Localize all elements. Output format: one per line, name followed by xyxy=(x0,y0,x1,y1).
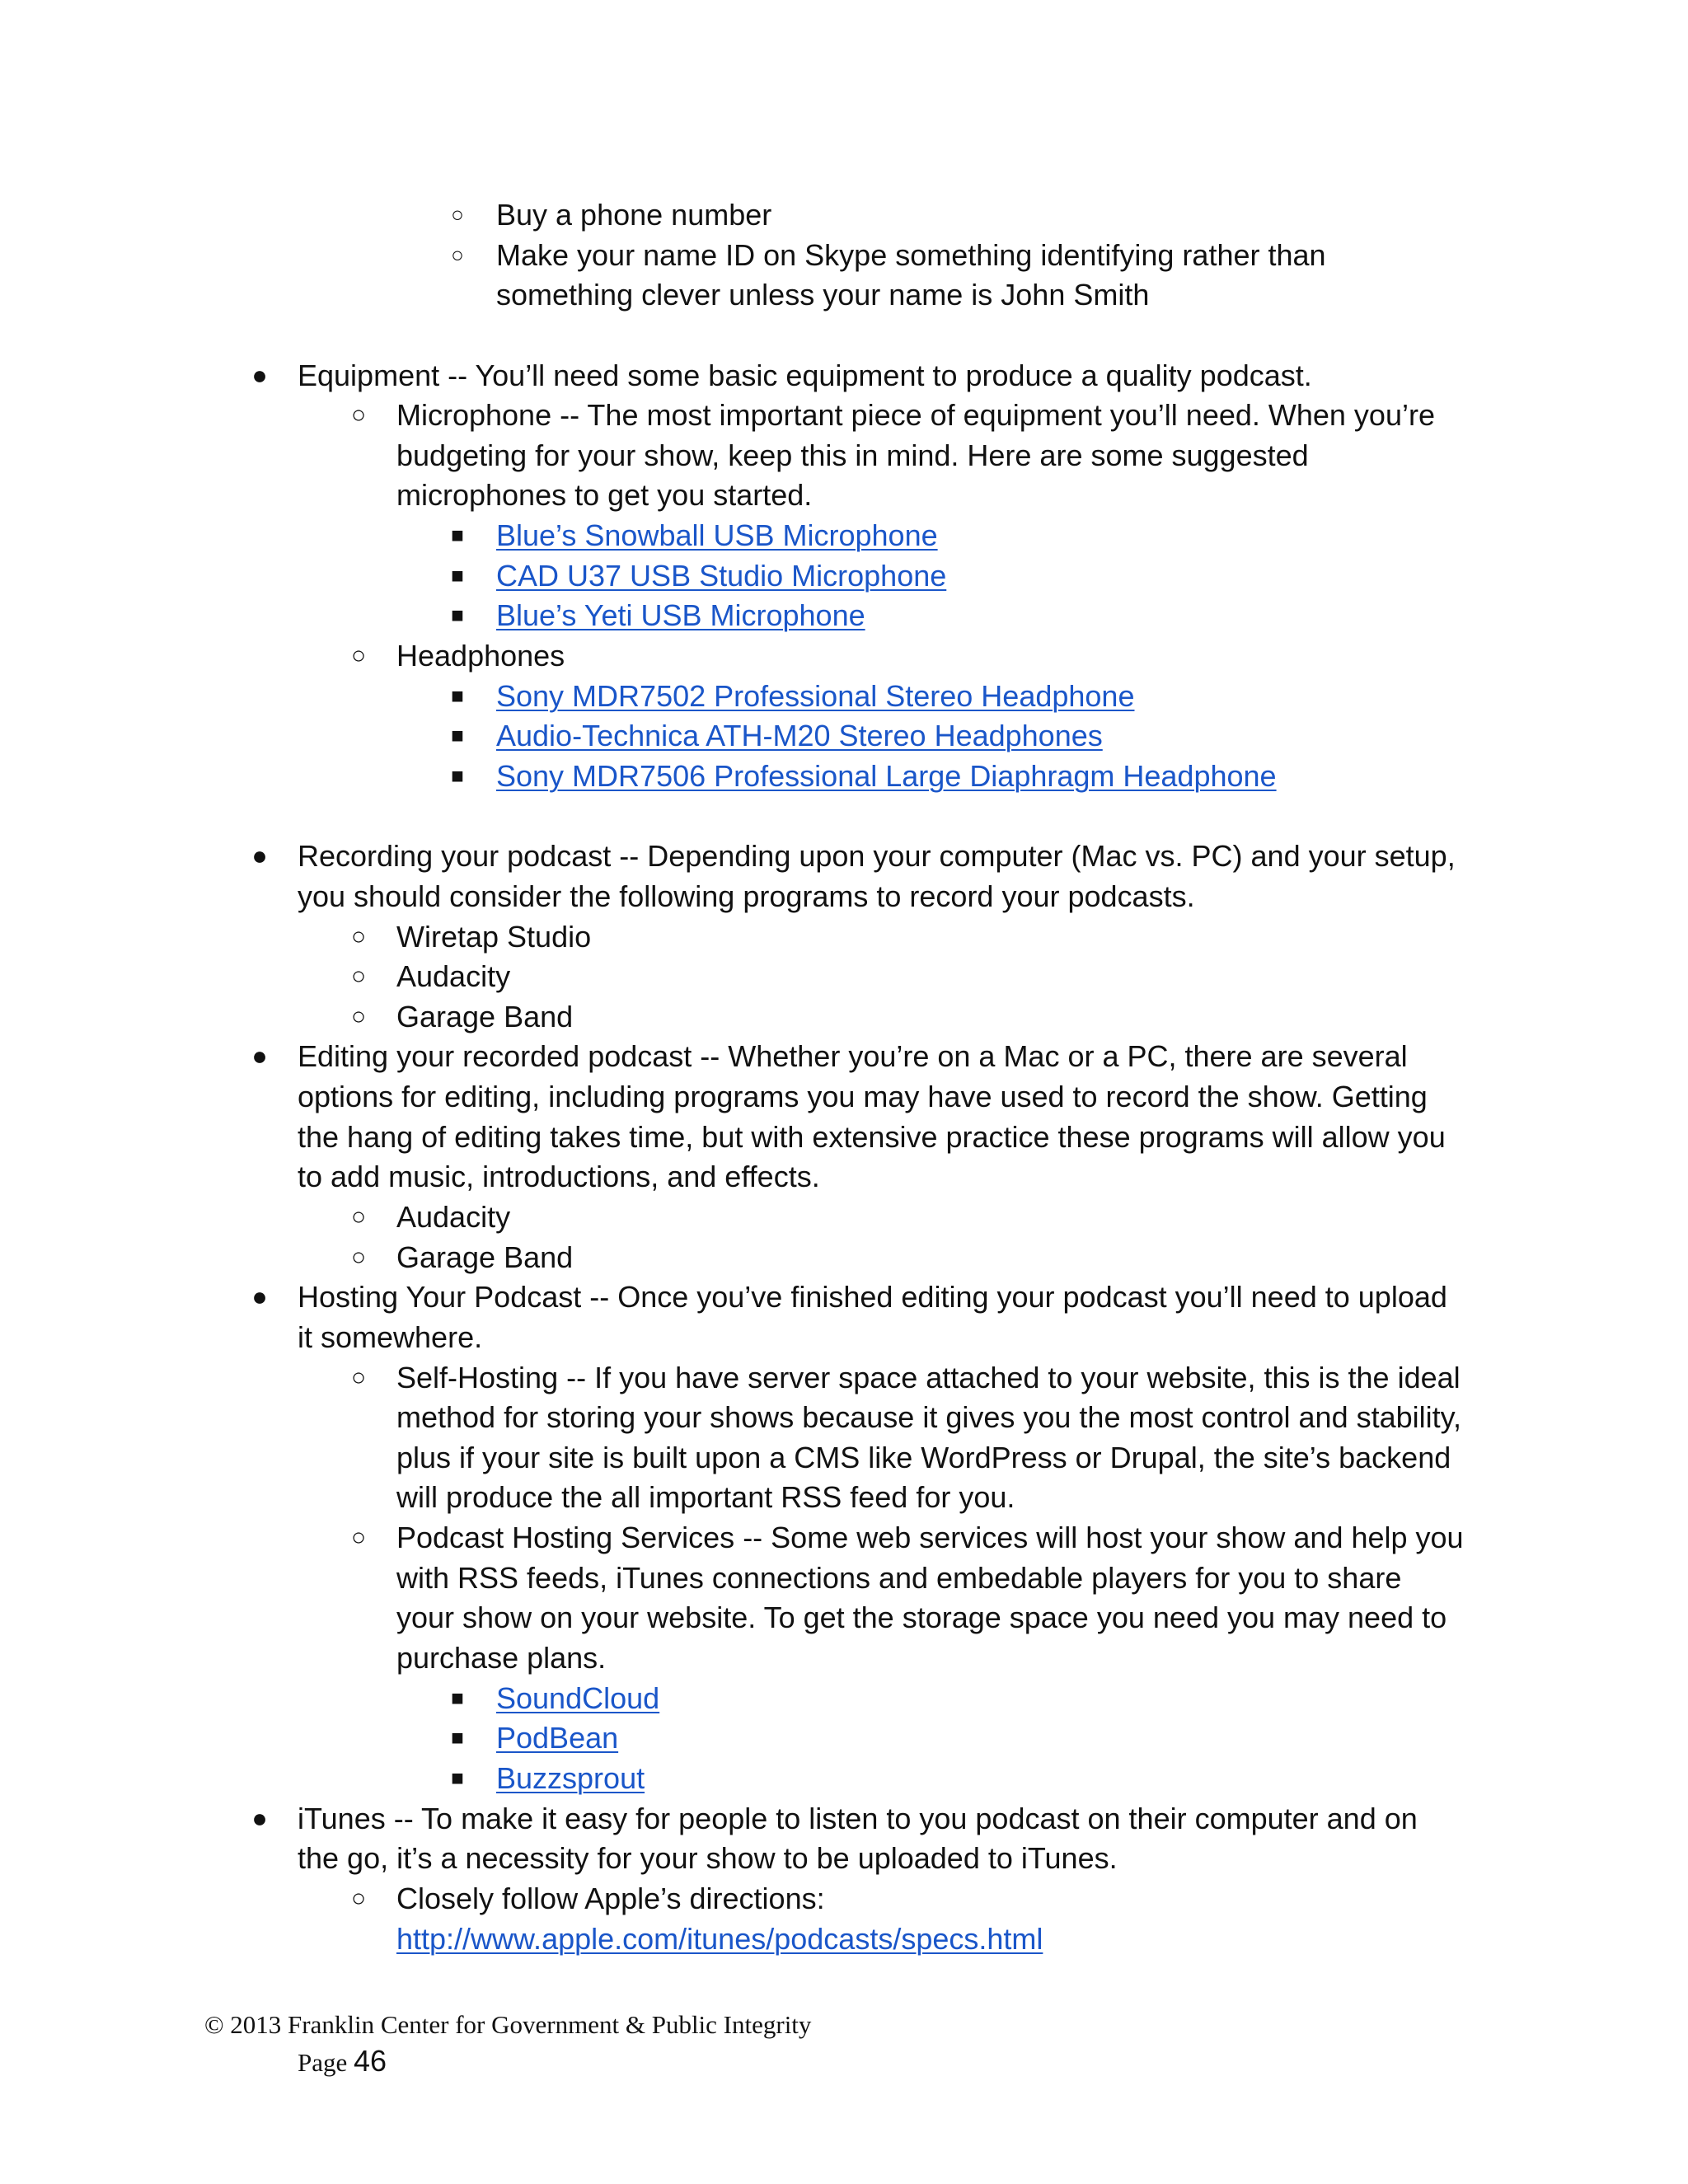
document-line xyxy=(0,1758,1688,1798)
hyperlink[interactable]: Blue’s Snowball USB Microphone xyxy=(496,518,938,553)
line-text: Garage Band xyxy=(396,1240,574,1274)
line-text: the hang of editing takes time, but with extensive practice these programs will allow you xyxy=(298,1119,1446,1154)
document-line xyxy=(0,1277,1688,1317)
document-line xyxy=(0,1437,1688,1478)
line-text: to add music, introductions, and effects. xyxy=(298,1160,820,1194)
line-text: it somewhere. xyxy=(298,1319,483,1354)
bullet-square-icon: ■ xyxy=(451,523,464,548)
document-line xyxy=(0,1878,1688,1919)
bullet-circle-icon: ○ xyxy=(350,1243,367,1271)
bullet-disc-icon: ● xyxy=(251,1282,268,1312)
bullet-circle-icon: ○ xyxy=(451,241,464,267)
line-text: options for editing, including programs you may have used to record the show. Getting xyxy=(298,1080,1428,1114)
document-line xyxy=(0,1357,1688,1398)
document-line xyxy=(0,916,1688,957)
document-line xyxy=(0,1597,1688,1638)
hyperlink[interactable]: CAD U37 USB Studio Microphone xyxy=(496,558,947,593)
line-text: Microphone -- The most important piece of equipment you’ll need. When you’re xyxy=(396,398,1435,433)
document-line xyxy=(0,1156,1688,1197)
line-text: your show on your website. To get the storage space you need you may need to xyxy=(396,1601,1447,1635)
document-line xyxy=(0,1197,1688,1237)
line-text: Wiretap Studio xyxy=(396,919,592,954)
bullet-square-icon: ■ xyxy=(451,602,464,628)
document-line xyxy=(0,595,1688,635)
line-text: budgeting for your show, keep this in mind. Here are some suggested xyxy=(396,438,1309,472)
document-line xyxy=(0,515,1688,555)
bullet-square-icon: ■ xyxy=(451,1685,464,1710)
document-line xyxy=(0,1317,1688,1357)
bullet-circle-icon: ○ xyxy=(350,642,367,670)
bullet-circle-icon: ○ xyxy=(350,1002,367,1030)
document-line xyxy=(0,1838,1688,1878)
bullet-circle-icon: ○ xyxy=(350,1203,367,1230)
line-text: Equipment -- You’ll need some basic equipment to produce a quality podcast. xyxy=(298,358,1312,392)
bullet-square-icon: ■ xyxy=(451,1765,464,1790)
line-text: iTunes -- To make it easy for people to listen to you podcast on their computer and on xyxy=(298,1801,1418,1835)
document-line xyxy=(0,555,1688,596)
line-text: Recording your podcast -- Depending upon your computer (Mac vs. PC) and your setup, xyxy=(298,839,1456,874)
document-line xyxy=(0,756,1688,796)
bullet-circle-icon: ○ xyxy=(451,202,464,227)
document-line xyxy=(0,1397,1688,1437)
page-number: 46 xyxy=(354,2044,387,2078)
line-text: Hosting Your Podcast -- Once you’ve finished editing your podcast you’ll need to upload xyxy=(298,1280,1447,1315)
line-text: something clever unless your name is John Smith xyxy=(496,278,1150,312)
document-line xyxy=(0,1036,1688,1076)
bullet-circle-icon: ○ xyxy=(350,1524,367,1552)
line-text: Audacity xyxy=(396,1200,511,1234)
document-line xyxy=(0,235,1688,275)
document-line xyxy=(0,676,1688,716)
document-line xyxy=(0,1517,1688,1558)
footer-copyright: © 2013 Franklin Center for Government & Public Integrity xyxy=(204,2010,812,2039)
document-line xyxy=(0,435,1688,476)
bullet-square-icon: ■ xyxy=(451,562,464,588)
bullet-disc-icon: ● xyxy=(251,841,268,871)
line-text: plus if your site is built upon a CMS like WordPress or Drupal, the site’s backend xyxy=(396,1440,1451,1474)
line-text: Self-Hosting -- If you have server space attached to your website, this is the ideal xyxy=(396,1360,1461,1394)
bullet-circle-icon: ○ xyxy=(350,1363,367,1391)
bullet-disc-icon: ● xyxy=(251,359,268,390)
document-line xyxy=(0,715,1688,756)
line-text: will produce the all important RSS feed for you. xyxy=(396,1480,1015,1515)
document-line xyxy=(0,475,1688,515)
bullet-square-icon: ■ xyxy=(451,723,464,748)
document-line xyxy=(0,1558,1688,1598)
document-line xyxy=(0,1919,1688,1959)
line-text: method for storing your shows because it gives you the most control and stability, xyxy=(396,1400,1461,1435)
document-line xyxy=(0,1638,1688,1678)
document-line xyxy=(0,355,1688,396)
hyperlink[interactable]: Audio-Technica ATH-M20 Stereo Headphones xyxy=(496,719,1103,753)
document-line xyxy=(0,1678,1688,1718)
document-line xyxy=(0,1477,1688,1517)
line-text: Closely follow Apple’s directions: xyxy=(396,1881,825,1915)
bullet-square-icon: ■ xyxy=(451,762,464,788)
blank-line xyxy=(0,796,1688,837)
line-text: Editing your recorded podcast -- Whether you’re on a Mac or a PC, there are several xyxy=(298,1039,1408,1074)
bullet-disc-icon: ● xyxy=(251,1802,268,1833)
line-text: Headphones xyxy=(396,639,565,673)
line-text: with RSS feeds, iTunes connections and embedable players for you to share xyxy=(396,1560,1402,1595)
document-line xyxy=(0,635,1688,676)
bullet-circle-icon: ○ xyxy=(350,1884,367,1912)
line-text: purchase plans. xyxy=(396,1641,607,1675)
hyperlink[interactable]: PodBean xyxy=(496,1721,619,1755)
hyperlink[interactable]: Sony MDR7506 Professional Large Diaphragm Headphone xyxy=(496,758,1277,793)
line-text: the go, it’s a necessity for your show to be uploaded to iTunes. xyxy=(298,1841,1118,1876)
document-line xyxy=(0,1237,1688,1277)
bullet-square-icon: ■ xyxy=(451,682,464,708)
document-line xyxy=(0,395,1688,435)
bullet-circle-icon: ○ xyxy=(350,922,367,950)
bullet-circle-icon: ○ xyxy=(350,963,367,991)
page-number-label xyxy=(298,2044,387,2080)
line-text: Audacity xyxy=(396,959,511,994)
hyperlink[interactable]: Buzzsprout xyxy=(496,1760,645,1795)
document-line xyxy=(0,1718,1688,1758)
hyperlink[interactable]: Blue’s Yeti USB Microphone xyxy=(496,598,865,633)
document-line xyxy=(0,1117,1688,1157)
document-line xyxy=(0,876,1688,916)
hyperlink[interactable]: http://www.apple.com/itunes/podcasts/specs.html xyxy=(396,1921,1043,1956)
document-line xyxy=(0,274,1688,315)
document-line xyxy=(0,956,1688,996)
line-text: microphones to get you started. xyxy=(396,478,813,513)
document-line xyxy=(0,836,1688,876)
blank-line xyxy=(0,315,1688,355)
hyperlink[interactable]: Sony MDR7502 Professional Stereo Headphone xyxy=(496,678,1135,713)
line-text: Garage Band xyxy=(396,999,574,1033)
document-line xyxy=(0,1798,1688,1839)
document-line xyxy=(0,194,1688,235)
line-text: Make your name ID on Skype something identifying rather than xyxy=(496,237,1326,272)
page-label-text: Page xyxy=(298,2048,354,2077)
line-text: you should consider the following programs to record your podcasts. xyxy=(298,879,1195,913)
bullet-square-icon: ■ xyxy=(451,1725,464,1750)
document-line xyxy=(0,996,1688,1037)
hyperlink[interactable]: SoundCloud xyxy=(496,1680,660,1715)
bullet-disc-icon: ● xyxy=(251,1041,268,1071)
line-text: Buy a phone number xyxy=(496,198,772,232)
line-text: Podcast Hosting Services -- Some web services will host your show and help you xyxy=(396,1521,1464,1555)
bullet-circle-icon: ○ xyxy=(350,401,367,429)
document-line xyxy=(0,1076,1688,1117)
